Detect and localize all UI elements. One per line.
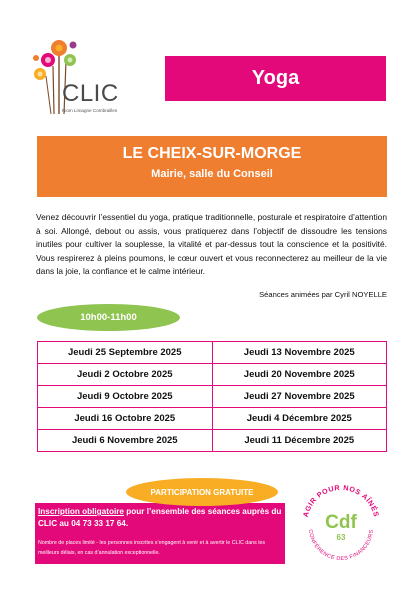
logo-tagline: Riom Limagne Combrailles: [62, 108, 118, 113]
registration-box: [35, 503, 285, 564]
date-cell: Jeudi 16 Octobre 2025: [38, 408, 213, 430]
table-row: [38, 408, 387, 430]
clic-logo: [28, 36, 128, 118]
registration-required: Inscription obligatoire: [38, 507, 124, 516]
seal-number: 63: [336, 533, 346, 542]
date-cell: Jeudi 27 Novembre 2025: [212, 386, 387, 408]
participation-badge: [126, 478, 278, 506]
animator-credit: Séances animées par Cyril NOYELLE: [259, 290, 387, 299]
date-cell: Jeudi 6 Novembre 2025: [38, 430, 213, 452]
table-row: [38, 386, 387, 408]
conference-seal: [295, 478, 387, 570]
registration-details: pour l’ensemble des séances auprès du CLIC au 04 73 33 17 64.: [38, 507, 282, 528]
seal-badge-icon: [295, 478, 387, 570]
location-banner: [37, 136, 387, 197]
date-cell: Jeudi 25 Septembre 2025: [38, 342, 213, 364]
registration-note: Nombre de places limité - les personnes inscrites s’engagent à venir et à avertir le CLIC dans les meilleurs délais, en cas d’annulation exceptionnelle.: [38, 540, 265, 556]
page-title: Yoga: [251, 67, 300, 89]
description: [36, 211, 387, 279]
venue-name: Mairie, salle du Conseil: [151, 168, 273, 180]
town-name: LE CHEIX-SUR-MORGE: [122, 145, 302, 162]
date-cell: Jeudi 11 Décembre 2025: [212, 430, 387, 452]
table-row: [38, 364, 387, 386]
seal-logo: Cdf: [325, 512, 357, 533]
date-cell: Jeudi 2 Octobre 2025: [38, 364, 213, 386]
participation-text: PARTICIPATION GRATUITE: [150, 487, 254, 497]
description-text: Venez découvrir l’essentiel du yoga, pratique traditionnelle, posturale et respiratoire d’attention à soi. Allongé, debout ou assis, vous pratiquerez dans l’objectif de dissoudre les tensions inutiles pour cultiver la souplesse, la vitalité et par-dessus tout la conscience et la positivité. Vous respirerez à pleins poumons, le cœur ouvert et vous reconnecterez au meilleur de la vie dans la joie, la confiance et le calme intérieur.: [36, 212, 387, 277]
dates-table: [37, 341, 387, 452]
title-banner: [165, 56, 386, 101]
registration-text: [38, 506, 282, 529]
logo-name: CLIC: [62, 80, 119, 107]
date-cell: Jeudi 9 Octobre 2025: [38, 386, 213, 408]
table-row: [38, 430, 387, 452]
date-cell: Jeudi 13 Novembre 2025: [212, 342, 387, 364]
time-badge: [37, 304, 180, 331]
seal-bottom-text: CONFÉRENCE DES FINANCEURS: [306, 529, 376, 563]
date-cell: Jeudi 20 Novembre 2025: [212, 364, 387, 386]
date-cell: Jeudi 4 Décembre 2025: [212, 408, 387, 430]
time-text: 10h00-11h00: [80, 312, 137, 323]
seal-top-text: AGIR POUR NOS AÎNÉS: [300, 482, 382, 519]
table-row: [38, 342, 387, 364]
